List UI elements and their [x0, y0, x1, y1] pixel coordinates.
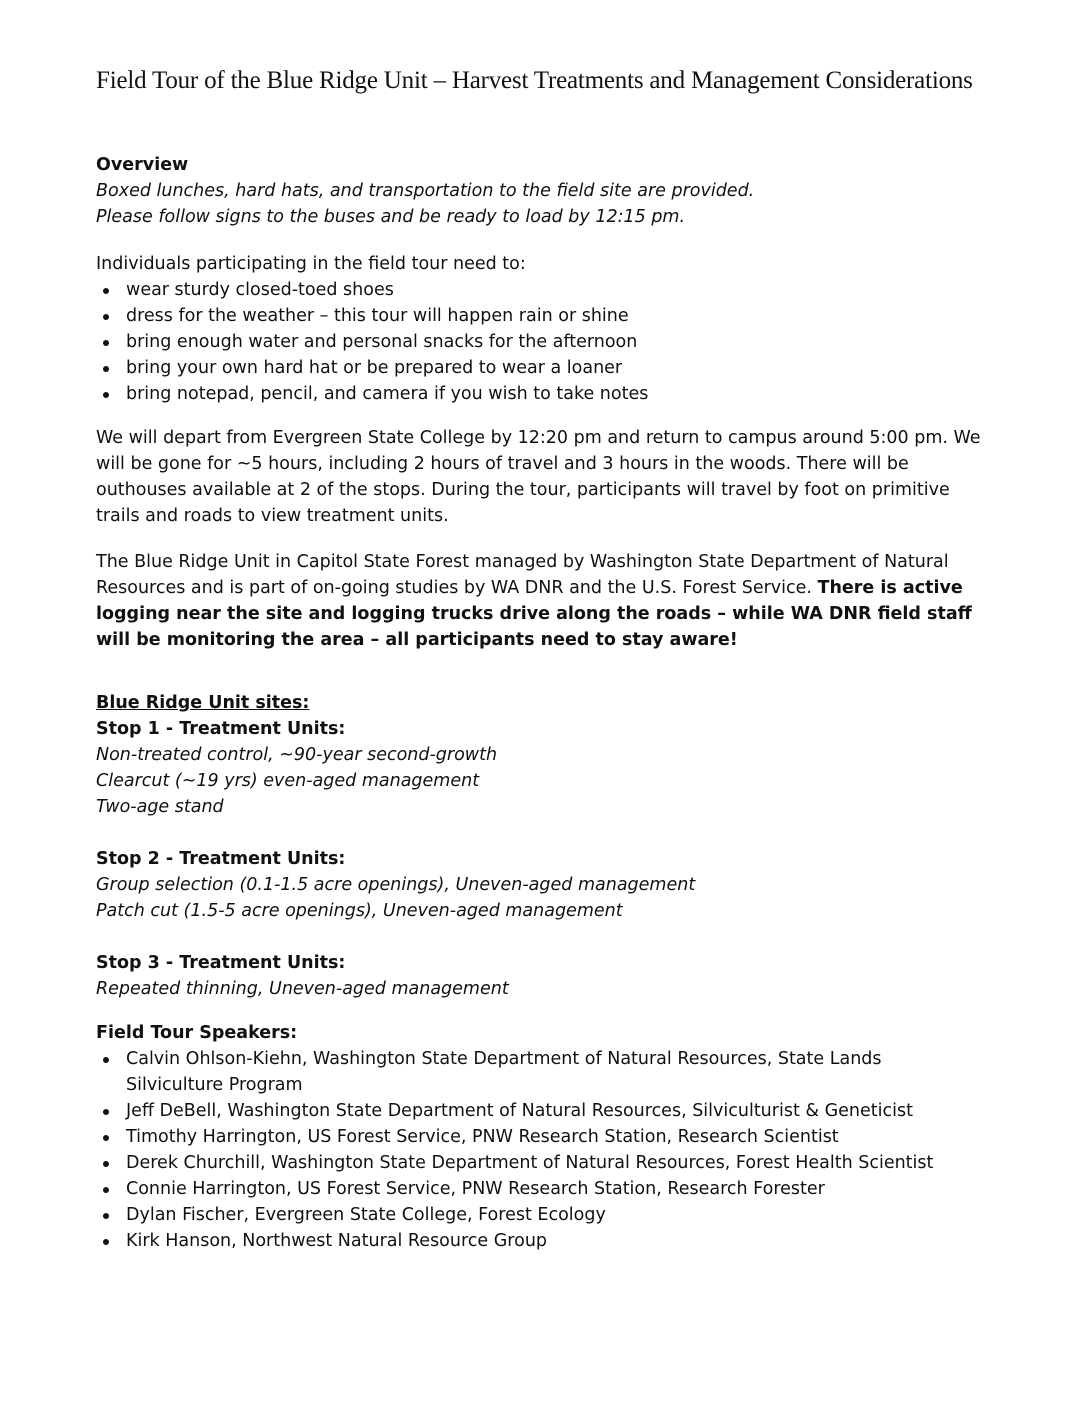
list-item: bring your own hard hat or be prepared to wear a loaner — [96, 355, 996, 381]
list-item: wear sturdy closed-toed shoes — [96, 277, 996, 303]
stop-heading: Stop 2 - Treatment Units: — [96, 849, 346, 869]
list-item: dress for the weather – this tour will happen rain or shine — [96, 303, 996, 329]
overview-line: Boxed lunches, hard hats, and transportation to the field site are provided. — [96, 181, 755, 201]
document-title: Field Tour of the Blue Ridge Unit – Harvest Treatments and Management Considerations — [96, 67, 973, 94]
stop-item: Clearcut (~19 yrs) even-aged management — [96, 771, 480, 791]
unit-paragraph-text: The Blue Ridge Unit in Capitol State Forest managed by Washington State Department of Natural Resources and is part of on-going studies by WA DNR and the U.S. Forest Service. — [96, 552, 949, 598]
stop-item: Group selection (0.1-1.5 acre openings), Uneven-aged management — [96, 875, 696, 895]
speakers-heading: Field Tour Speakers: — [96, 1023, 298, 1043]
stop-heading: Stop 3 - Treatment Units: — [96, 953, 346, 973]
speaker-item: Dylan Fischer, Evergreen State College, Forest Ecology — [96, 1202, 976, 1228]
stop-heading: Stop 1 - Treatment Units: — [96, 719, 346, 739]
overview-heading: Overview — [96, 155, 189, 175]
sites-section — [96, 690, 996, 820]
overview-line: Please follow signs to the buses and be ready to load by 12:15 pm. — [96, 207, 686, 227]
speaker-item: Kirk Hanson, Northwest Natural Resource Group — [96, 1228, 976, 1254]
stop-3-section — [96, 950, 996, 1002]
stop-2-section — [96, 846, 996, 924]
speaker-item: Jeff DeBell, Washington State Department of Natural Resources, Silviculturist & Geneticist — [96, 1098, 976, 1124]
speaker-item: Timothy Harrington, US Forest Service, PNW Research Station, Research Scientist — [96, 1124, 976, 1150]
stop-item: Repeated thinning, Uneven-aged management — [96, 979, 509, 999]
list-item: bring notepad, pencil, and camera if you wish to take notes — [96, 381, 996, 407]
stop-item: Two-age stand — [96, 797, 224, 817]
stop-item: Non-treated control, ~90-year second-growth — [96, 745, 498, 765]
requirements-intro: Individuals participating in the field tour need to: — [96, 254, 526, 274]
stop-item: Patch cut (1.5-5 acre openings), Uneven-aged management — [96, 901, 623, 921]
speaker-item: Connie Harrington, US Forest Service, PNW Research Station, Research Forester — [96, 1176, 976, 1202]
overview-section — [96, 152, 996, 230]
sites-heading: Blue Ridge Unit sites: — [96, 693, 310, 713]
speaker-item: Calvin Ohlson-Kiehn, Washington State Department of Natural Resources, State Lands Silviculture Program — [96, 1046, 976, 1098]
schedule-paragraph: We will depart from Evergreen State College by 12:20 pm and return to campus around 5:00 pm. We will be gone for ~5 hours, including 2 hours of travel and 3 hours in the woods. There will be outhouses available at 2 of the stops. During the tour, participants will travel by foot on primitive trails and roads to view treatment units. — [96, 428, 981, 526]
speaker-item: Derek Churchill, Washington State Department of Natural Resources, Forest Health Scientist — [96, 1150, 976, 1176]
safety-warning: There is active logging near the site and logging trucks drive along the roads – while WA DNR field staff will be monitoring the area – all participants need to stay aware! — [96, 578, 972, 650]
list-item: bring enough water and personal snacks for the afternoon — [96, 329, 996, 355]
speakers-list — [96, 1046, 976, 1254]
requirements-section — [96, 251, 996, 407]
requirements-list — [96, 277, 996, 407]
unit-paragraph — [96, 549, 981, 653]
speakers-section — [96, 1020, 976, 1254]
